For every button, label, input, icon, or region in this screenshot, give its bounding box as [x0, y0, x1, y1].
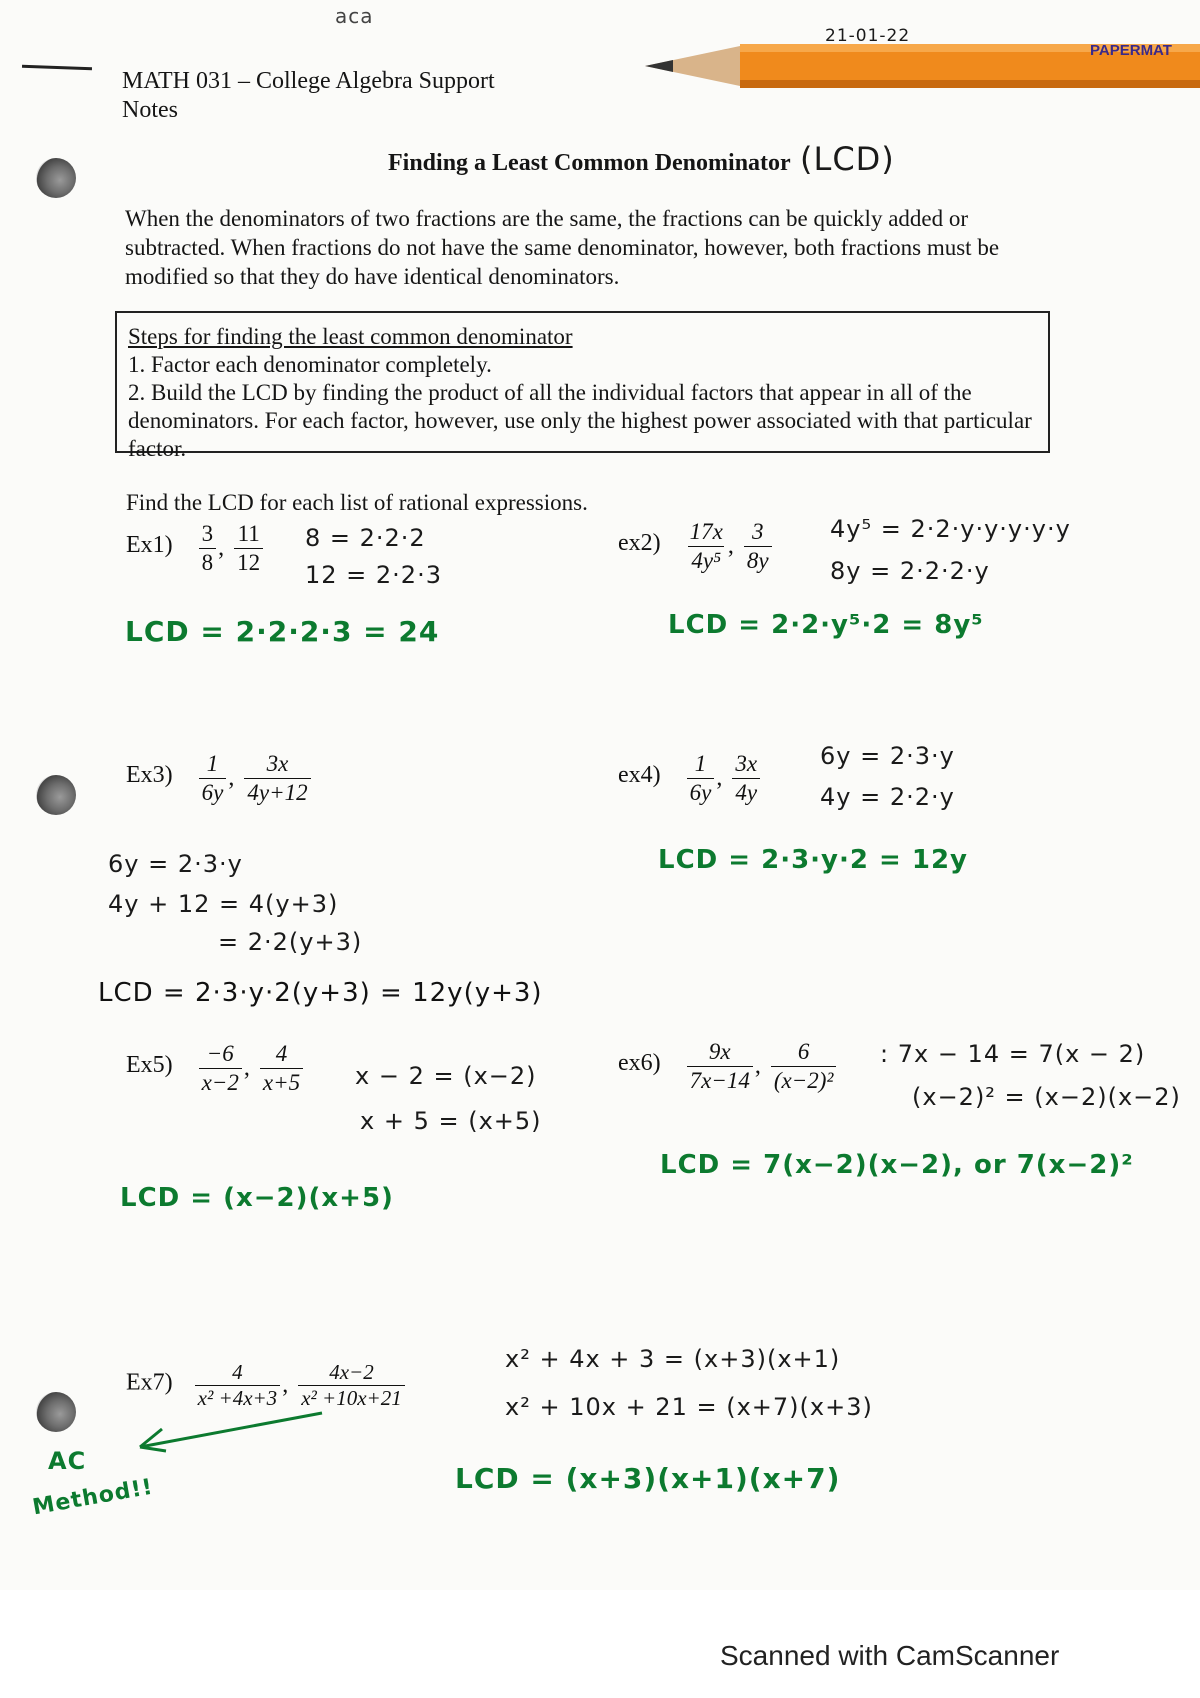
notes-label: Notes	[122, 97, 178, 123]
binder-hole	[36, 775, 76, 815]
factor-work: = 2·2(y+3)	[218, 928, 363, 956]
lcd-answer: LCD = 2·3·y·2(y+3) = 12y(y+3)	[98, 978, 543, 1008]
factor-work: (x−2)² = (x−2)(x−2)	[912, 1083, 1181, 1111]
binder-hole	[36, 158, 76, 198]
factor-work: 6y = 2·3·y	[108, 850, 243, 878]
lcd-answer: LCD = 2·2·2·3 = 24	[125, 615, 440, 648]
example-label: ex2)	[618, 529, 661, 556]
course-title: MATH 031 – College Algebra Support	[122, 68, 495, 94]
factor-work: x² + 4x + 3 = (x+3)(x+1)	[505, 1345, 841, 1373]
scanner-watermark: Scanned with CamScanner	[720, 1640, 1060, 1671]
example-6: ex6) $\frac{9x}{7x-14}$ , $\frac{6}{\text{(x−2)²}}$	[618, 1038, 836, 1094]
factor-work: 4y + 12 = 4(y+3)	[108, 890, 339, 918]
factor-work: 4y⁵ = 2·2·y·y·y·y·y	[830, 515, 1071, 543]
example-7: Ex7) $\frac{4}{\text{x² +4x+3}}$ , $\frac{4x-2}{\text{x² +10x+21}}$	[126, 1360, 405, 1411]
example-3: Ex3) $\frac{1}{6y}$ , $\frac{3x}{4y+12}$	[126, 750, 311, 806]
factor-work: 8 = 2·2·2	[305, 524, 426, 552]
factor-work: 8y = 2·2·2·y	[830, 557, 990, 585]
step-1: 1. Factor each denominator completely.	[128, 352, 492, 377]
intro-paragraph: When the denominators of two fractions are the same, the fractions can be quickly added or subtracted. When fractions do not have the same denominator, however, both fractions must be modified so that they do have identical denominators.	[125, 206, 1000, 289]
example-label: ex4)	[618, 761, 661, 788]
lcd-answer: LCD = 2·3·y·2 = 12y	[658, 845, 968, 875]
steps-box	[115, 311, 1050, 461]
factor-work: : 7x − 14 = 7(x − 2)	[880, 1040, 1146, 1068]
date-note: 21-01-22	[825, 26, 911, 46]
lcd-answer: LCD = (x−2)(x+5)	[120, 1183, 394, 1213]
example-5: Ex5) $\frac{-6}{x-2}$ , $\frac{4}{x+5}$	[126, 1040, 303, 1096]
example-label: Ex5)	[126, 1051, 173, 1078]
fraction: $\frac{4x-2}{\text{x² +10x+21}}$	[298, 1360, 405, 1411]
initials-note: aca	[335, 4, 374, 28]
lcd-answer: LCD = (x+3)(x+1)(x+7)	[455, 1462, 841, 1495]
arrow-annotation	[132, 1395, 332, 1455]
steps-heading: Steps for finding the least common denominator	[128, 324, 573, 349]
fraction: $\frac{9x}{7x-14}$	[687, 1038, 753, 1094]
example-label: Ex7)	[126, 1369, 173, 1396]
page-title: Finding a Least Common Denominator	[388, 150, 791, 176]
margin-note: AC	[48, 1447, 87, 1475]
fraction: $\frac{6}{\text{(x−2)²}}$	[771, 1038, 836, 1094]
factor-work: x − 2 = (x−2)	[355, 1062, 537, 1090]
fraction: $\frac{17x}{\text{4y⁵}}$	[689, 519, 723, 573]
fraction: $\frac{4}{x+5}$	[260, 1040, 303, 1096]
example-label: ex6)	[618, 1049, 661, 1076]
factor-work: 12 = 2·2·3	[305, 561, 442, 589]
step-2: 2. Build the LCD by finding the product of all the individual factors that appear in all of the denominators. For each factor, however, use only the highest power associated with that particular factor.	[128, 380, 1032, 461]
example-label: Ex3)	[126, 761, 173, 788]
fraction: $\frac{1}{6y}$	[687, 750, 715, 806]
factor-work: x + 5 = (x+5)	[360, 1107, 542, 1135]
fraction: $\frac{4}{\text{x² +4x+3}}$	[195, 1360, 281, 1411]
lcd-answer: LCD = 2·2·y⁵·2 = 8y⁵	[668, 610, 984, 640]
title-handwritten: (LCD)	[800, 140, 895, 178]
fraction: $\frac{3x}{4y}$	[732, 750, 760, 806]
pencil-brand: PAPERMAT	[1090, 42, 1172, 59]
example-label: Ex1)	[126, 531, 173, 558]
fraction: $\frac{-6}{x-2}$	[199, 1040, 242, 1096]
margin-note: Method!!	[30, 1474, 156, 1521]
lcd-answer: LCD = 7(x−2)(x−2), or 7(x−2)²	[660, 1150, 1134, 1180]
example-2: ex2) $\frac{17x}{\text{4y⁵}}$ , $\frac{3}{8y}$	[618, 518, 772, 574]
fraction: $\frac{11}{12}$	[234, 520, 263, 576]
factor-work: 4y = 2·2·y	[820, 783, 955, 811]
fraction: $\frac{1}{6y}$	[199, 750, 227, 806]
instructions: Find the LCD for each list of rational expressions.	[126, 490, 588, 515]
fraction: $\frac{3}{8}$	[199, 520, 217, 576]
pen-mark	[22, 65, 92, 70]
fraction: $\frac{3}{8y}$	[744, 518, 772, 574]
example-4: ex4) $\frac{1}{6y}$ , $\frac{3x}{4y}$	[618, 750, 760, 806]
example-1: Ex1) $\frac{3}{8}$ , $\frac{11}{12}$	[126, 520, 263, 576]
fraction: $\frac{3x}{4y+12}$	[244, 750, 310, 806]
factor-work: 6y = 2·3·y	[820, 742, 955, 770]
factor-work: x² + 10x + 21 = (x+7)(x+3)	[505, 1393, 873, 1421]
binder-hole	[36, 1392, 76, 1432]
